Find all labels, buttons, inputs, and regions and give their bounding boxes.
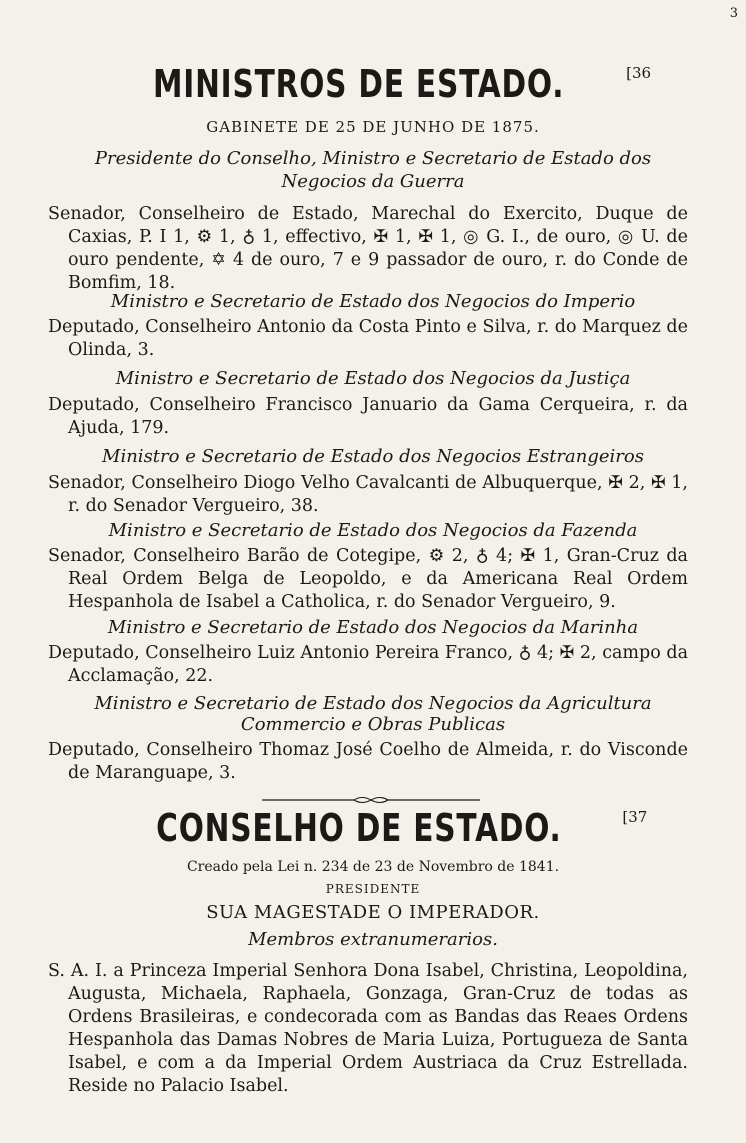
presidente-heading-1: Presidente do Conselho, Ministro e Secretario de Estado dos	[94, 148, 652, 169]
princesa-entry: S. A. I. a Princeza Imperial Senhora Dona Isabel, Christina, Leopoldina, Augusta, Michaela, Raphaela, Gonzaga, Gran-Cruz de todas as Ordens Brasileiras, e condecorada com as Bandas das Reaes Ordens Hespanhola das Damas Nobres de Maria Luiza, Portugueza de Santa Isabel, e com a da Imperial Ordem Austriaca da Cruz Estrellada. Reside no Palacio Isabel.	[48, 961, 688, 1096]
section-divider	[262, 795, 480, 805]
agricultura-entry: Deputado, Conselheiro Thomaz José Coelho de Almeida, r. do Visconde de Maranguape, 3.	[48, 740, 688, 783]
creado-line: Creado pela Lei n. 234 de 23 de Novembro de 1841.	[186, 859, 560, 875]
justica-heading: Ministro e Secretario de Estado dos Negocios da Justiça	[115, 368, 631, 389]
ministros-title	[0, 62, 746, 106]
fazenda-entry: Senador, Conselheiro Barão de Cotegipe, ⚙ 2, ♁ 4; ✠ 1, Gran-Cruz da Real Ordem Belga de Leopoldo, e da Americana Real Ordem Hespanhola de Isabel a Catholica, r. do Senador Vergueiro, 9.	[48, 546, 688, 612]
presidente-heading-2: Negocios da Guerra	[281, 171, 465, 192]
page-number: 3	[729, 6, 738, 21]
imperio-heading: Ministro e Secretario de Estado dos Negocios do Imperio	[110, 291, 636, 312]
conselho-title	[0, 806, 746, 850]
presidente-label: PRESIDENTE	[325, 882, 421, 896]
estrangeiros-entry: Senador, Conselheiro Diogo Velho Cavalcanti de Albuquerque, ✠ 2, ✠ 1, r. do Senador Vergueiro, 38.	[48, 473, 688, 516]
justica-entry: Deputado, Conselheiro Francisco Januario da Gama Cerqueira, r. da Ajuda, 179.	[48, 395, 688, 438]
ministros-title-text: MINISTROS DE ESTADO.	[152, 62, 565, 106]
ministros-mark: [36	[626, 64, 652, 82]
presidente-entry: Senador, Conselheiro de Estado, Marechal do Exercito, Duque de Caxias, P. I 1, ⚙ 1, ♁ 1, effectivo, ✠ 1, ✠ 1, ◎ G. I., de ouro, ◎ U. de ouro pendente, ✡ 4 de ouro, 7 e 9 passador de ouro, r. do Conde de Bomfim, 18.	[48, 204, 688, 293]
conselho-mark: [37	[622, 808, 648, 826]
estrangeiros-heading: Ministro e Secretario de Estado dos Negocios Estrangeiros	[102, 446, 644, 467]
agricultura-heading-2: Commercio e Obras Publicas	[240, 714, 506, 735]
presidente-name: SUA MAGESTADE O IMPERADOR.	[206, 902, 540, 923]
fazenda-heading: Ministro e Secretario de Estado dos Negocios da Fazenda	[108, 520, 638, 541]
agricultura-heading-1: Ministro e Secretario de Estado dos Negocios da Agricultura	[94, 693, 652, 714]
membros-heading: Membros extranumerarios.	[248, 929, 498, 950]
marinha-entry: Deputado, Conselheiro Luiz Antonio Pereira Franco, ♁ 4; ✠ 2, campo da Acclamação, 22.	[48, 643, 688, 686]
marinha-heading: Ministro e Secretario de Estado dos Negocios da Marinha	[107, 617, 639, 638]
imperio-entry: Deputado, Conselheiro Antonio da Costa Pinto e Silva, r. do Marquez de Olinda, 3.	[48, 317, 688, 360]
gabinete-line: GABINETE DE 25 DE JUNHO DE 1875.	[206, 118, 540, 136]
conselho-title-text: CONSELHO DE ESTADO.	[155, 806, 562, 850]
